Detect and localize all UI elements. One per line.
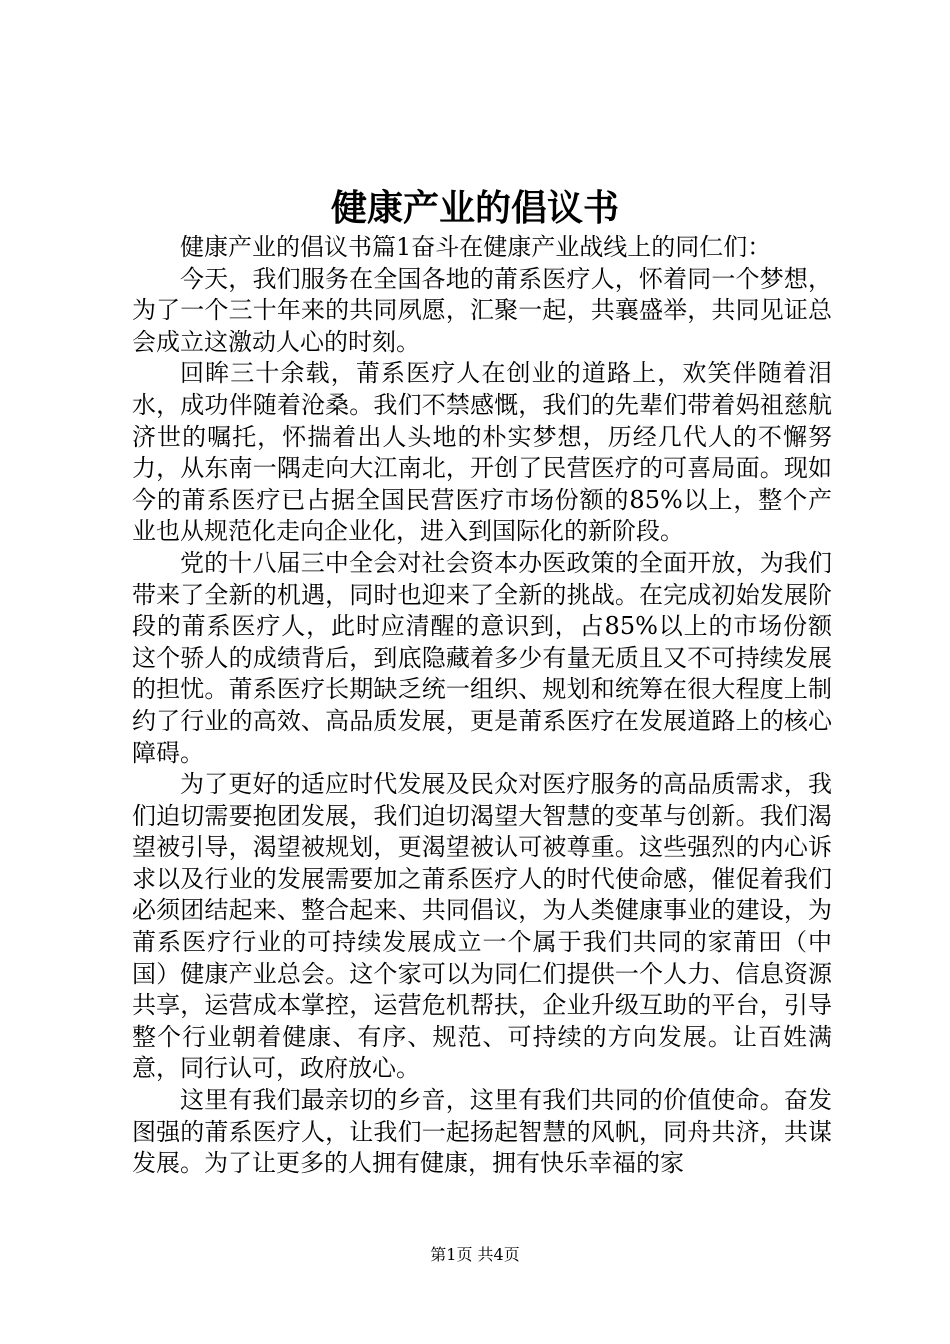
paragraph-1: 健康产业的倡议书篇1奋斗在健康产业战线上的同仁们： bbox=[180, 233, 772, 261]
document-body bbox=[132, 232, 832, 1180]
paragraph-4: 党的十八届三中全会对社会资本办医政策的全面开放，为我们带来了全新的机遇，同时也迎来了全新的挑战。在完成初始发展阶段的莆系医疗人，此时应清醒的意识到，占85%以上的市场份额这个骄人的成绩背后，到底隐藏着多少有量无质且又不可持续发展的担忧。莆系医疗长期缺乏统一组织、规划和统筹在很大程度上制约了行业的高效、高品质发展，更是莆系医疗在发展道路上的核心障碍。 bbox=[132, 548, 832, 767]
paragraph-2: 今天，我们服务在全国各地的莆系医疗人，怀着同一个梦想，为了一个三十年来的共同夙愿，汇聚一起，共襄盛举，共同见证总会成立这激动人心的时刻。 bbox=[132, 264, 832, 356]
paragraph-5: 为了更好的适应时代发展及民众对医疗服务的高品质需求，我们迫切需要抱团发展，我们迫切渴望大智慧的变革与创新。我们渴望被引导，渴望被规划，更渴望被认可被尊重。这些强烈的内心诉求以及行业的发展需要加之莆系医疗人的时代使命感，催促着我们必须团结起来、整合起来、共同倡议，为人类健康事业的建设，为莆系医疗行业的可持续发展成立一个属于我们共同的家莆田（中国）健康产业总会。这个家可以为同仁们提供一个人力、信息资源共享，运营成本掌控，运营危机帮扶，企业升级互助的平台，引导整个行业朝着健康、有序、规范、可持续的方向发展。让百姓满意，同行认可，政府放心。 bbox=[132, 770, 832, 1083]
paragraph-6: 这里有我们最亲切的乡音，这里有我们共同的价值使命。奋发图强的莆系医疗人，让我们一起扬起智慧的风帆，同舟共济，共谋发展。为了让更多的人拥有健康，拥有快乐幸福的家 bbox=[132, 1086, 832, 1178]
paragraph-3: 回眸三十余载，莆系医疗人在创业的道路上，欢笑伴随着泪水，成功伴随着沧桑。我们不禁感慨，我们的先辈们带着妈祖慈航济世的嘱托，怀揣着出人头地的朴实梦想，历经几代人的不懈努力，从东南一隅走向大江南北，开创了民营医疗的可喜局面。现如今的莆系医疗已占据全国民营医疗市场份额的85%以上，整个产业也从规范化走向企业化，进入到国际化的新阶段。 bbox=[132, 359, 832, 546]
document-title: 健康产业的倡议书 bbox=[330, 187, 619, 229]
page-footer: 第1页 共4页 bbox=[430, 1245, 520, 1264]
